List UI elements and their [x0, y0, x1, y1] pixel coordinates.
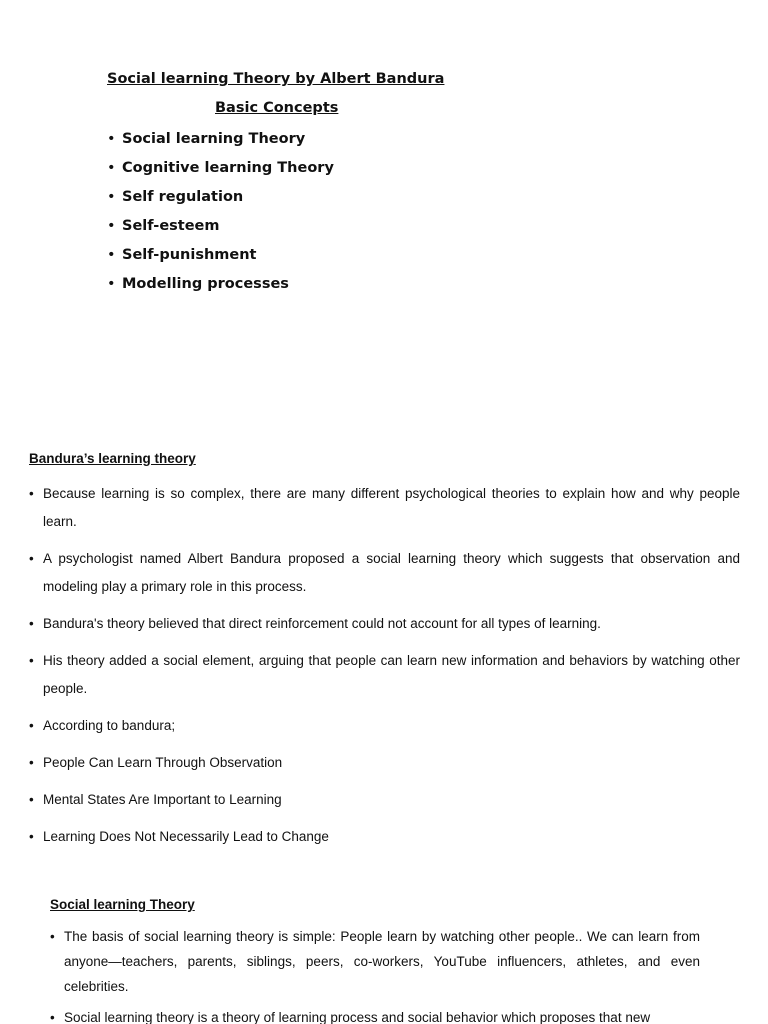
bandura-learning-theory-section — [29, 448, 740, 860]
concepts-list — [106, 128, 334, 302]
concept-item: • Social learning Theory — [106, 128, 334, 157]
bullet-item: • Learning Does Not Necessarily Lead to Change — [29, 823, 740, 851]
social-bullet-list — [50, 924, 700, 1024]
bullet-item: • His theory added a social element, arguing that people can learn new information and behaviors by watching other people. — [29, 647, 740, 703]
concept-item: • Cognitive learning Theory — [106, 157, 334, 186]
bullet-item: • People Can Learn Through Observation — [29, 749, 740, 777]
concept-item: • Self-punishment — [106, 244, 334, 273]
bullet-item: • Social learning theory is a theory of learning process and social behavior which proposes that new — [50, 1005, 700, 1024]
bullet-item: • A psychologist named Albert Bandura proposed a social learning theory which suggests that observation and modeling play a primary role in this process. — [29, 545, 740, 601]
concept-item: • Self-esteem — [106, 215, 334, 244]
document-title: Social learning Theory by Albert Bandura — [107, 71, 445, 87]
section-heading: Bandura’s learning theory — [29, 451, 196, 466]
bullet-item: • Bandura's theory believed that direct reinforcement could not account for all types of learning. — [29, 610, 740, 638]
bullet-item: • Because learning is so complex, there are many different psychological theories to explain how and why people learn. — [29, 480, 740, 536]
bullet-item: • According to bandura; — [29, 712, 740, 740]
section-heading: Social learning Theory — [50, 897, 195, 912]
bandura-bullet-list — [29, 480, 740, 851]
bullet-item: • Mental States Are Important to Learning — [29, 786, 740, 814]
concept-item: • Modelling processes — [106, 273, 334, 302]
concept-item: • Self regulation — [106, 186, 334, 215]
bullet-item: • The basis of social learning theory is simple: People learn by watching other people.. We can learn from anyone—teachers, parents, siblings, peers, co-workers, YouTube influencers, athletes, and even celebrities. — [50, 924, 700, 999]
document-subtitle: Basic Concepts — [215, 100, 339, 116]
social-learning-theory-section — [50, 894, 700, 1024]
